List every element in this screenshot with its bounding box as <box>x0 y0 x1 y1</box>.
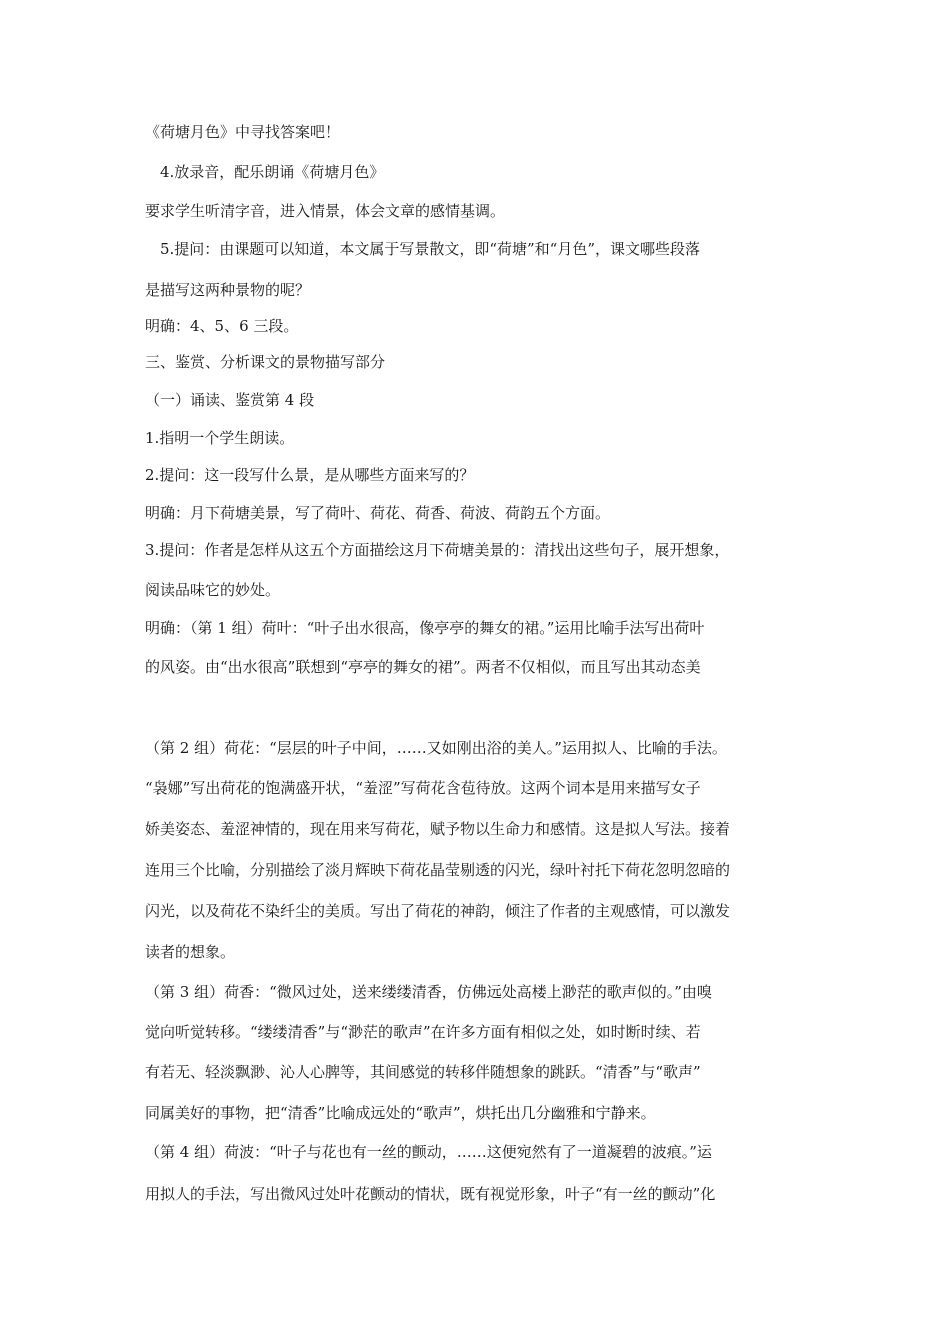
text-line: 阅读品味它的妙处。 <box>145 581 281 599</box>
text-line: 明确：（第 1 组）荷叶：“叶子出水很高，像亭亭的舞女的裙。”运用比喻手法写出荷叶 <box>145 619 705 637</box>
text-line: 觉向听觉转移。“缕缕清香”与“渺茫的歌声”在许多方面有相似之处，如时断时续、若 <box>145 1023 701 1041</box>
text-line: 的风姿。由“出水很高”联想到“亭亭的舞女的裙”。两者不仅相似，而且写出其动态美 <box>145 658 701 676</box>
text-line: 娇美姿态、羞涩神情的，现在用来写荷花，赋予物以生命力和感情。这是拟人写法。接着 <box>145 820 731 838</box>
text-line: 2.提问：这一段写什么景，是从哪些方面来写的？ <box>145 466 475 484</box>
text-line: 用拟人的手法，写出微风过处叶花颤动的情状，既有视觉形象，叶子“有一丝的颤动”化 <box>145 1185 716 1203</box>
text-line: （第 4 组）荷波：“叶子与花也有一丝的颤动，……这便宛然有了一道凝碧的波痕。”运 <box>145 1143 712 1161</box>
text-line: （第 2 组）荷花：“层层的叶子中间，……又如刚出浴的美人。”运用拟人、比喻的手法。 <box>145 739 727 757</box>
text-line: （第 3 组）荷香：“微风过处，送来缕缕清香，仿佛远处高楼上渺茫的歌声似的。”由嗅 <box>145 983 712 1001</box>
text-line: 明确：月下荷塘美景，写了荷叶、荷花、荷香、荷波、荷韵五个方面。 <box>145 504 611 522</box>
text-line: 要求学生听清字音，进入情景，体会文章的感情基调。 <box>145 202 506 220</box>
text-line: 闪光，以及荷花不染纤尘的美质。写出了荷花的神韵，倾注了作者的主观感情，可以激发 <box>145 902 731 920</box>
text-line: 4.放录音，配乐朗诵《荷塘月色》 <box>160 163 385 181</box>
section-heading: 三、鉴赏、分析课文的景物描写部分 <box>145 353 386 371</box>
text-line: 连用三个比喻，分别描绘了淡月辉映下荷花晶莹剔透的闪光，绿叶衬托下荷花忽明忽暗的 <box>145 861 731 879</box>
text-line: 《荷塘月色》中寻找答案吧！ <box>145 123 341 141</box>
text-line: 3.提问：作者是怎样从这五个方面描绘这月下荷塘美景的：清找出这些句子，展开想象， <box>145 541 730 559</box>
text-line: 读者的想象。 <box>145 943 236 961</box>
text-line: “袅娜”写出荷花的饱满盛开状，“羞涩”写荷花含苞待放。这两个词本是用来描写女子 <box>145 779 701 797</box>
subsection-heading: （一）诵读、鉴赏第 4 段 <box>145 391 315 409</box>
text-line: 有若无、轻淡飘渺、沁人心脾等，其间感觉的转移伴随想象的跳跃。“清香”与“歌声” <box>145 1063 701 1081</box>
text-line: 同属美好的事物，把“清香”比喻成远处的“歌声”，烘托出几分幽雅和宁静来。 <box>145 1104 656 1122</box>
text-line: 5.提问：由课题可以知道，本文属于写景散文，即“荷塘”和“月色”，课文哪些段落 <box>160 240 700 258</box>
text-line: 1.指明一个学生朗读。 <box>145 429 295 447</box>
text-line: 明确：4、5、6 三段。 <box>145 317 299 335</box>
text-line: 是描写这两种景物的呢？ <box>145 281 311 299</box>
